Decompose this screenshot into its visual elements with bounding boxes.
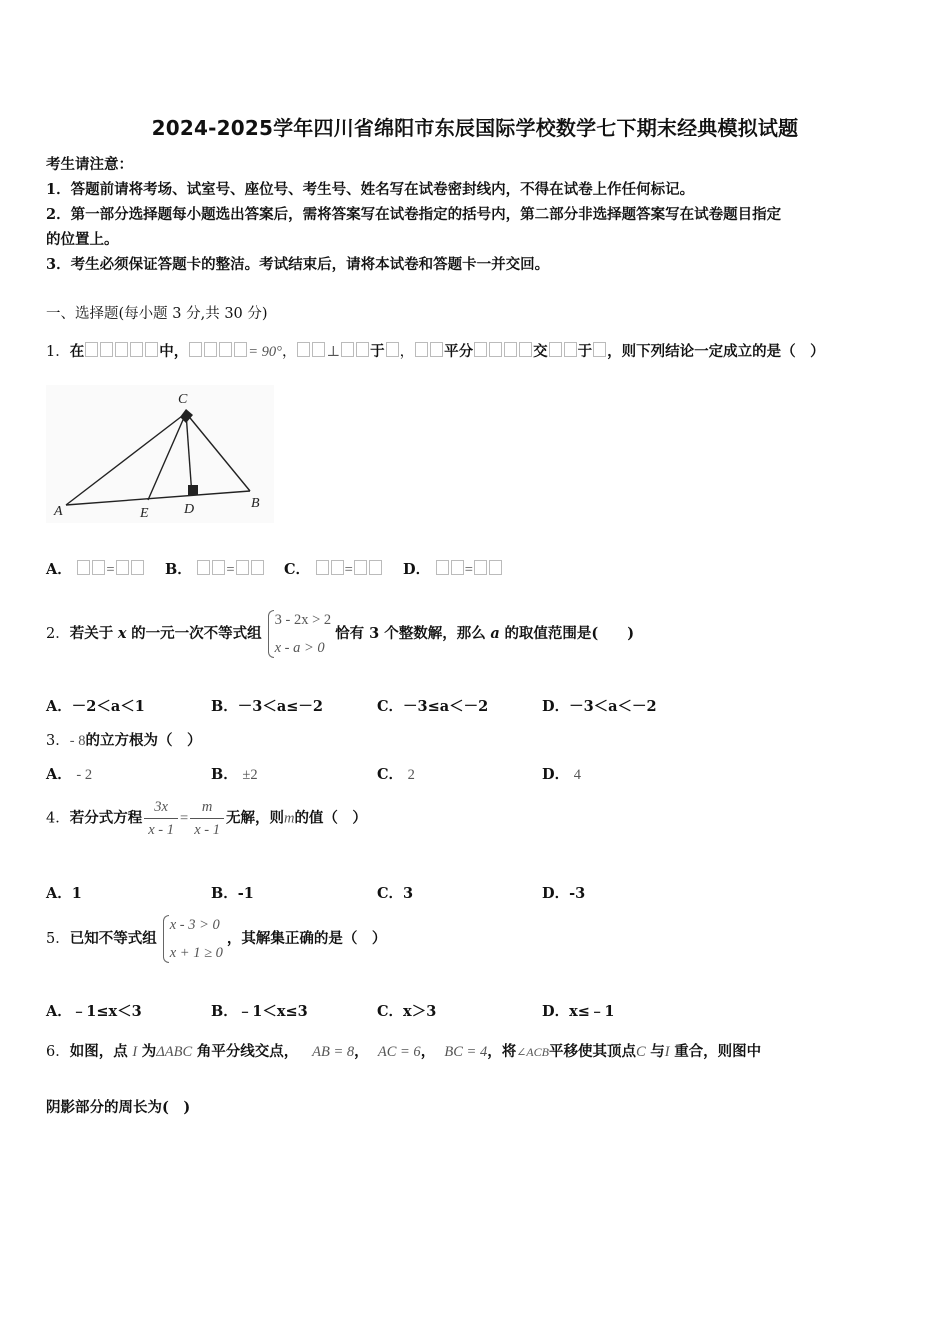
option[interactable]: D．－3＜a＜－2 bbox=[542, 698, 657, 715]
option[interactable]: B． ±2 bbox=[211, 766, 258, 783]
question-number: 4． bbox=[46, 810, 70, 827]
option[interactable]: D．x≤﹣1 bbox=[542, 1003, 615, 1020]
question-number: 6． bbox=[46, 1044, 70, 1060]
question-6-stem-cont: 阴影部分的周长为( ) bbox=[46, 1099, 191, 1116]
question-5-stem: 5．已知不等式组 x - 3 > 0 x + 1 ≥ 0 ，其解集正确的是（ ） bbox=[46, 911, 386, 967]
option[interactable]: A． = bbox=[46, 558, 145, 579]
option[interactable]: C．3 bbox=[377, 885, 414, 902]
option[interactable]: C． 2 bbox=[377, 766, 415, 783]
question-number: 1． bbox=[46, 344, 70, 360]
triangle-figure bbox=[46, 385, 274, 523]
question-number: 5． bbox=[46, 931, 70, 947]
option[interactable]: B． = bbox=[165, 558, 265, 579]
option[interactable]: A． - 2 bbox=[46, 766, 93, 783]
question-number: 3． bbox=[46, 733, 70, 749]
option[interactable]: C．－3≤a＜－2 bbox=[377, 698, 489, 715]
option[interactable]: C．x＞3 bbox=[377, 1003, 437, 1020]
label-a: A bbox=[54, 504, 63, 519]
question-2-stem: 2．若关于 x 的一元一次不等式组 3 - 2x > 2 x - a > 0 恰有 3 个整数解，那么 a 的取值范围是( ) bbox=[46, 606, 634, 662]
option[interactable]: B．-1 bbox=[211, 885, 254, 902]
notice-item: 的位置上。 bbox=[46, 231, 119, 248]
notice-item: 3．考生必须保证答题卡的整洁。考试结束后，请将本试卷和答题卡一并交回。 bbox=[46, 256, 550, 273]
question-1-stem: 1．在 中， = 90°， ⊥ 于 ， 平分 交 于 ，则下列结论一定成立的是（ ） bbox=[46, 343, 825, 360]
option[interactable]: D． = bbox=[403, 558, 503, 579]
question-6-stem: 6．如图，点 I 为ΔABC 角平分线交点， AB = 8， AC = 6， BC = 4，将∠ACB平移使其顶点C 与I 重合，则图中 bbox=[46, 1043, 762, 1060]
option[interactable]: A．－2＜a＜1 bbox=[46, 698, 145, 715]
page-title: 2024-2025学年四川省绵阳市东辰国际学校数学七下期末经典模拟试题 bbox=[151, 116, 799, 140]
option[interactable]: A．﹣1≤x＜3 bbox=[46, 1003, 142, 1020]
notice-heading: 考生请注意： bbox=[46, 156, 133, 173]
question-number: 2． bbox=[46, 626, 70, 642]
label-e: E bbox=[140, 506, 149, 521]
label-b: B bbox=[251, 496, 260, 511]
option[interactable]: A．1 bbox=[46, 885, 82, 902]
option[interactable]: D．-3 bbox=[542, 885, 586, 902]
section-heading: 一、选择题(每小题 3 分,共 30 分) bbox=[46, 306, 268, 322]
question-3-stem: 3．- 8的立方根为（ ） bbox=[46, 732, 202, 749]
label-d: D bbox=[184, 502, 195, 517]
label-c: C bbox=[178, 392, 188, 407]
option[interactable]: B．－3＜a≤－2 bbox=[211, 698, 323, 715]
option[interactable]: D． 4 bbox=[542, 766, 581, 783]
notice-item: 2．第一部分选择题每小题选出答案后，需将答案写在试卷指定的括号内，第二部分非选择题答案写在试卷题目指定 bbox=[46, 206, 782, 223]
option[interactable]: C． = bbox=[284, 558, 383, 579]
option[interactable]: B．﹣1＜x≤3 bbox=[211, 1003, 308, 1020]
question-4-stem: 4．若分式方程 $\frac{3x}{x - 1}$ = $\frac{m}{x - 1}$ 无解，则m的值（ ） bbox=[46, 796, 367, 841]
notice-item: 1．答题前请将考场、试室号、座位号、考生号、姓名写在试卷密封线内，不得在试卷上作任何标记。 bbox=[46, 181, 695, 198]
right-angle-mark bbox=[188, 485, 198, 495]
